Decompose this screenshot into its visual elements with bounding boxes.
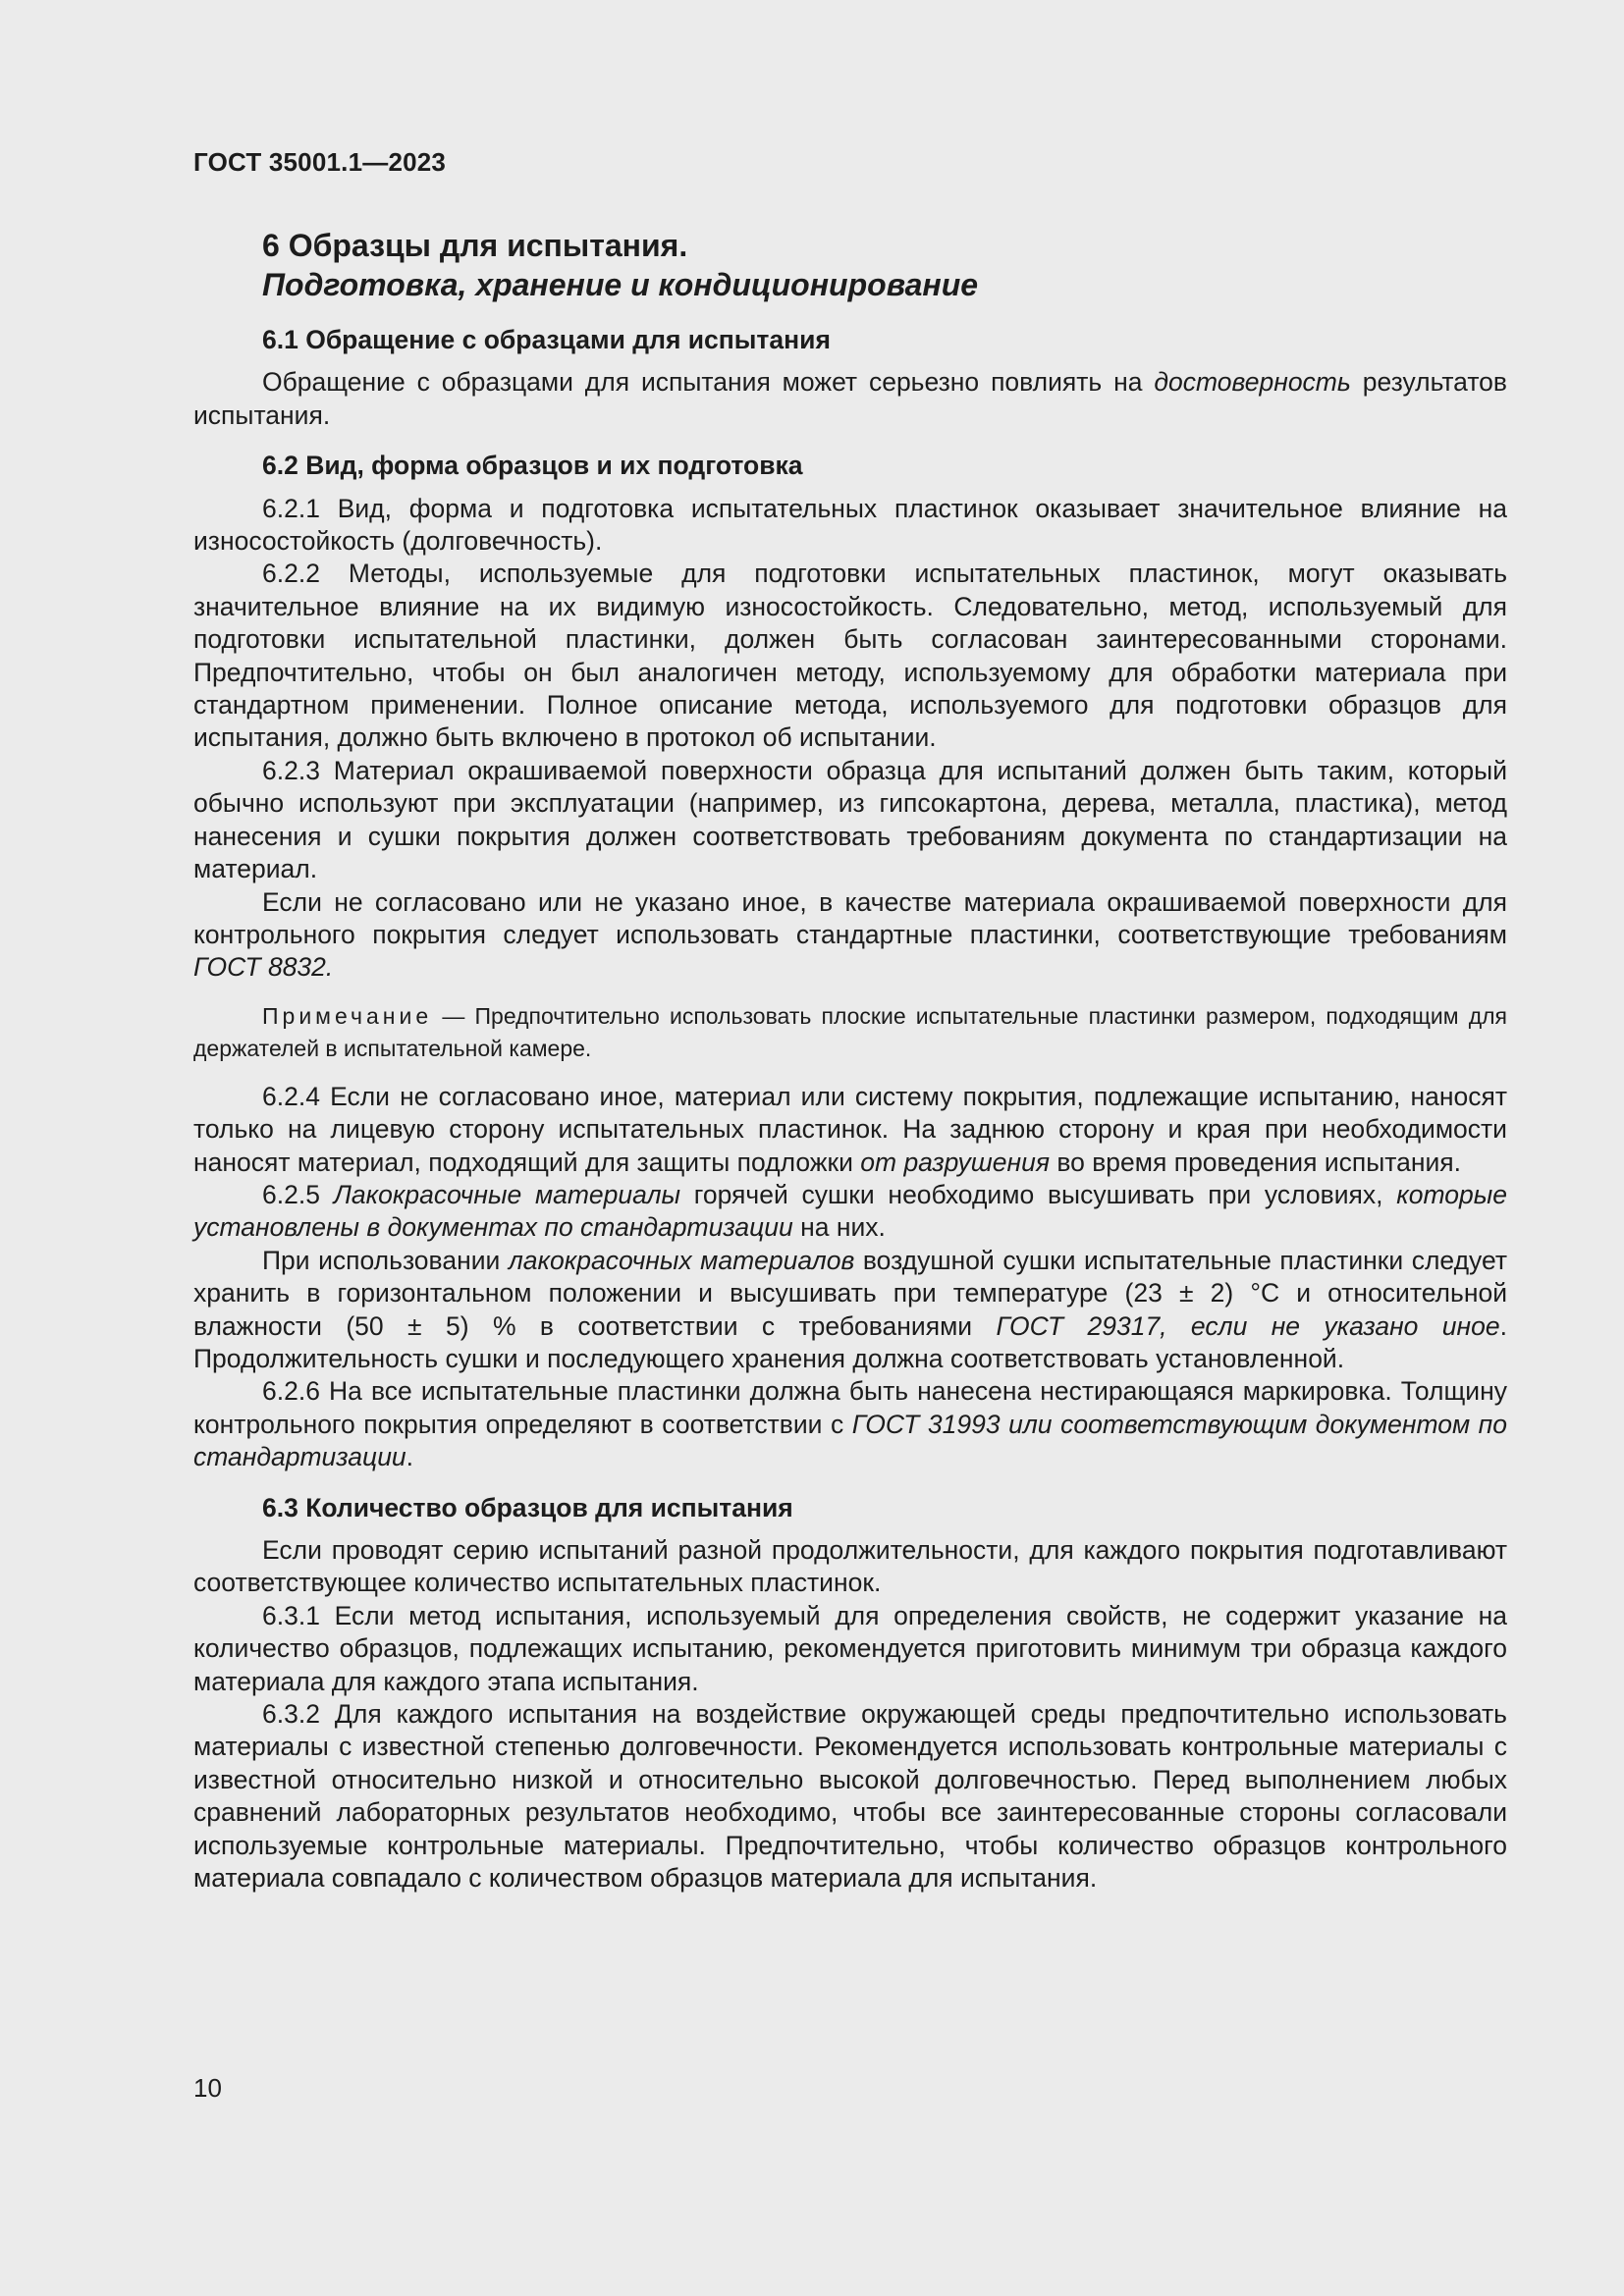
subsection-heading-6-3: 6.3 Количество образцов для испытания <box>262 1492 793 1522</box>
note-label: Примечание <box>262 1002 433 1029</box>
paragraph-6-2-5-b <box>193 1245 1507 1376</box>
text-run: Обращение с образцами для испытания может серьезно повлиять на <box>262 367 1155 398</box>
paragraph-6-3 <box>193 1534 1507 1600</box>
text-run: Если не согласовано или не указано иное, в качестве материала окрашиваемой поверхности для контрольного покрытия следует использовать стандартные пластинки, соответствующие требованиям <box>193 886 1507 949</box>
italic-text-run: ГОСТ 8832. <box>193 952 334 983</box>
paragraph-6-2-2 <box>193 558 1507 754</box>
text-run: результатов испытания. <box>193 367 1507 430</box>
italic-text-run: ГОСТ 31993 или соответствующим документом по стандартизации <box>193 1409 1507 1472</box>
paragraph-6-2-6 <box>193 1375 1507 1473</box>
subsection-heading-6-1: 6.1 Обращение с образцами для испытания <box>262 325 831 354</box>
page-content <box>193 226 1507 1895</box>
italic-text-run: Лакокрасочные материалы <box>333 1179 681 1209</box>
section-title <box>193 226 1507 304</box>
italic-text-run: лакокрасочных материалов <box>508 1245 855 1275</box>
text-run: 6.2.1 Вид, форма и подготовка испытательных пластинок оказывает значительное влияние на износостойкость (долговечность). <box>193 493 1507 557</box>
paragraph-6-2-1 <box>193 493 1507 559</box>
section-title-line2: Подготовка, хранение и кондиционирование <box>262 267 979 302</box>
text-run: . <box>406 1442 414 1472</box>
note <box>193 1000 1507 1065</box>
italic-text-run: от разрушения <box>860 1147 1050 1177</box>
text-run: 6.2.6 На все испытательные пластинки должна быть нанесена нестирающаяся маркировка. Толщину контрольного покрытия определяют в соответствии с <box>193 1376 1507 1439</box>
text-run: 6.2.4 Если не согласовано иное, материал или систему покрытия, подлежащие испытанию, наносят только на лицевую сторону испытательных пластинок. На заднюю сторону и края при необходимости наносят материал, подходящий для защиты подложки <box>193 1081 1507 1177</box>
paragraph-6-2-3 <box>193 755 1507 886</box>
paragraph-6-2-5 <box>193 1179 1507 1245</box>
text-run: воздушной сушки испытательные пластинки следует хранить в горизонтальном положении и высушивать при температуре (23 ± 2) °C и относительной влажности (50 ± 5) % в соответствии с требованиями <box>193 1245 1508 1341</box>
text-run: 6.2.2 Методы, используемые для подготовки испытательных пластинок, могут оказывать значительное влияние на их видимую износостойкость. Следовательно, метод, используемый для подготовки испытательной пластинки, должен быть согласован заинтересованными сторонами. Предпочтительно, чтобы он был аналогичен методу, используемому для обработки материала при стандартном применении. Полное описание метода, используемого для подготовки образцов для испытания, должно быть включено в протокол об испытании. <box>193 559 1507 753</box>
subsection-heading-6-2: 6.2 Вид, форма образцов и их подготовка <box>262 451 803 481</box>
paragraph-6-3-1 <box>193 1600 1507 1698</box>
paragraph-6-2-3-b <box>193 886 1507 985</box>
paragraph-6-3-2 <box>193 1698 1507 1895</box>
note-text: — Предпочтительно использовать плоские испытательные пластинки размером, подходящим для держателей в испытательной камере. <box>193 1002 1507 1061</box>
section-title-line1: 6 Образцы для испытания. <box>262 228 688 263</box>
text-run: во время проведения испытания. <box>1049 1147 1462 1177</box>
text-run: Если проводят серию испытаний разной продолжительности, для каждого покрытия подготавливают соответствующее количество испытательных пластинок. <box>193 1535 1507 1598</box>
italic-text-run: достоверность <box>1154 367 1351 398</box>
text-run: . Продолжительность сушки и последующего хранения должна соответствовать установленной. <box>193 1310 1507 1373</box>
text-run: 6.3.2 Для каждого испытания на воздействие окружающей среды предпочтительно использовать материалы с известной степенью долговечности. Рекомендуется использовать контрольные материалы с известной относительно низкой и относительно высокой долговечностью. Перед выполнением любых сравнений лабораторных результатов необходимо, чтобы все заинтересованные стороны согласовали используемые контрольные материалы. Предпочтительно, чтобы количество образцов контрольного материала совпадало с количеством образцов материала для испытания. <box>193 1699 1507 1894</box>
paragraph-6-1 <box>193 366 1507 432</box>
italic-text-run: которые установлены в документах по стандартизации <box>193 1179 1507 1243</box>
text-run: 6.3.1 Если метод испытания, используемый для определения свойств, не содержит указание на количество образцов, подлежащих испытанию, рекомендуется приготовить минимум три образца каждого материала для каждого этапа испытания. <box>193 1600 1507 1696</box>
text-run: При использовании <box>262 1245 509 1275</box>
italic-text-run: ГОСТ 29317, если не указано иное <box>996 1310 1500 1341</box>
text-run: на них. <box>792 1212 886 1243</box>
text-run: 6.2.3 Материал окрашиваемой поверхности образца для испытаний должен быть таким, который обычно используют при эксплуатации (например, из гипсокартона, дерева, металла, пластика), метод нанесения и сушки покрытия должен соответствовать требованиям документа по стандартизации на материал. <box>193 755 1507 884</box>
text-run: горячей сушки необходимо высушивать при условиях, <box>680 1179 1397 1209</box>
text-run: 6.2.5 <box>262 1179 334 1209</box>
document-id: ГОСТ 35001.1—2023 <box>193 147 447 177</box>
paragraph-6-2-4 <box>193 1081 1507 1179</box>
page-number: 10 <box>193 2073 222 2103</box>
